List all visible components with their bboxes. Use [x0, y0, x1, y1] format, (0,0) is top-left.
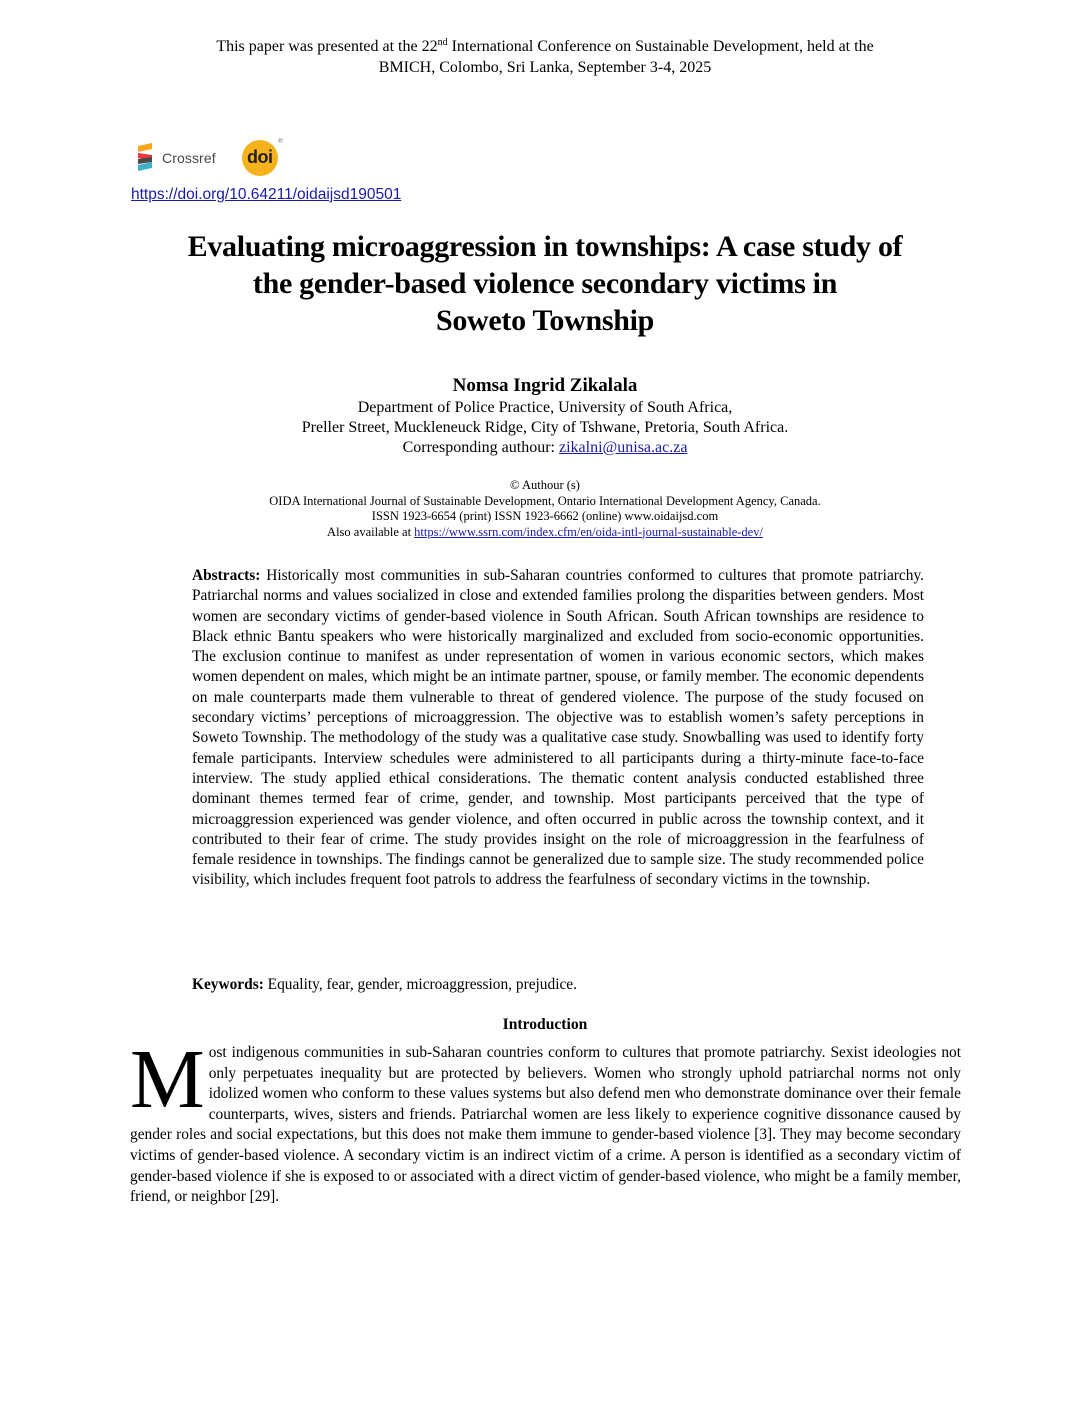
publisher-logos	[136, 138, 283, 178]
keywords-label: Keywords:	[192, 976, 264, 993]
author-name: Nomsa Ingrid Zikalala	[452, 375, 638, 396]
author-block	[150, 374, 940, 458]
drop-cap: M	[130, 1033, 205, 1126]
introduction-text: ost indigenous communities in sub-Saharan countries conform to cultures that promote patriarchy. Sexist ideologies not only perpetuates inequality but are protected by believers. Women who strongly uphold patriarchal norms not only idolized women who conform to these values systems but also defend men who demonstrate dominance over their female counterparts, wives, sisters and friends. Patriarchal women are less likely to experience cognitive dissonance caused by gender roles and social expectations, but this does not make them immune to gender-based violence [3]. They may become secondary victims of gender-based violence. A secondary victim is an indirect victim of a crime. A person is identified as a secondary victim of gender-based violence if she is exposed to or associated with a direct victim of gender-based violence, who might be a family member, friend, or neighbor [29].	[130, 1044, 961, 1206]
also-available-line	[150, 525, 940, 541]
introduction-heading: Introduction	[502, 1016, 588, 1033]
journal-name-line: OIDA International Journal of Sustainable Development, Ontario International Development Agency, Canada.	[269, 493, 821, 508]
abstract-text: Historically most communities in sub-Saharan countries conformed to cultures that promote patriarchy. Patriarchal norms and values socialized in close and extended families prolong the disparities between genders. Most women are secondary victims of gender-based violence in South African. South African townships are residence to Black ethnic Bantu speakers who were historically marginalized and excluded from socio-economic opportunities. The exclusion continue to manifest as under representation of women in various economic sectors, which makes women dependent on males, which might be an intimate partner, spouse, or family member. The economic dependents on male counterparts made them vulnerable to threat of gendered violence. The purpose of the study focused on secondary victims’ perceptions of microaggression. The objective was to establish women’s safety perceptions in Soweto Township. The methodology of the study was a qualitative case study. Snowballing was used to identify forty female participants. Interview schedules were administered to all participants during a thirty-minute face-to-face interview. The study applied ethical considerations. The thematic content analysis conducted established three dominant themes termed fear of crime, gender, and township. Most participants perceived that the type of microaggression experienced was gender violence, and often occurred in public across the township context, and it contributed to their fear of crime. The study provides insight on the role of microaggression in the fearfulness of female residence in townships. The findings cannot be generalized due to sample size. The study recommended police visibility, which includes frequent foot patrols to address the fearfulness of secondary victims in the township.	[192, 567, 924, 889]
doi-link[interactable]: https://doi.org/10.64211/oidaijsd190501	[131, 186, 402, 203]
journal-info	[150, 478, 940, 540]
corresponding-label: Corresponding authour:	[402, 439, 559, 456]
issn-line: ISSN 1923-6654 (print) ISSN 1923-6662 (online) www.oidaijsd.com	[371, 509, 719, 523]
affiliation-line-2: Preller Street, Muckleneuck Ridge, City of Tshwane, Pretoria, South Africa.	[301, 419, 789, 436]
crossref-icon	[136, 143, 158, 173]
copyright-line: © Authour (s)	[510, 478, 580, 492]
keywords	[192, 975, 924, 995]
conference-note-line2: BMICH, Colombo, Sri Lanka, September 3-4, 2025	[378, 59, 712, 76]
conference-note-part2: International Conference on Sustainable Development, held at the	[447, 38, 874, 55]
crossref-label: Crossref	[162, 150, 216, 166]
also-available-label: Also available at	[327, 524, 415, 539]
introduction-paragraph	[130, 1033, 961, 1208]
abstract	[192, 566, 924, 891]
conference-note	[130, 36, 960, 78]
crossref-logo[interactable]	[136, 143, 216, 173]
title-line-1: Evaluating microaggression in townships: A case study of	[187, 230, 903, 263]
author-email-link[interactable]: zikalni@unisa.ac.za	[558, 439, 688, 456]
conference-note-part1: This paper was presented at the 22	[216, 38, 438, 55]
keywords-text: Equality, fear, gender, microaggression, prejudice.	[263, 976, 577, 993]
conference-note-superscript: nd	[437, 37, 448, 48]
doi-logo[interactable]	[242, 139, 283, 176]
abstract-label: Abstracts:	[192, 567, 261, 584]
title-line-2: the gender-based violence secondary victims in	[252, 267, 838, 300]
title-line-3: Soweto Township	[435, 304, 655, 337]
corresponding-author	[150, 438, 940, 458]
registered-mark: ®	[278, 139, 283, 145]
ssrn-link[interactable]: https://www.ssrn.com/index.cfm/en/oida-intl-journal-sustainable-dev/	[414, 524, 763, 539]
doi-label: doi	[246, 146, 273, 167]
paper-title	[110, 228, 980, 339]
affiliation-line-1: Department of Police Practice, University of South Africa,	[357, 399, 733, 416]
